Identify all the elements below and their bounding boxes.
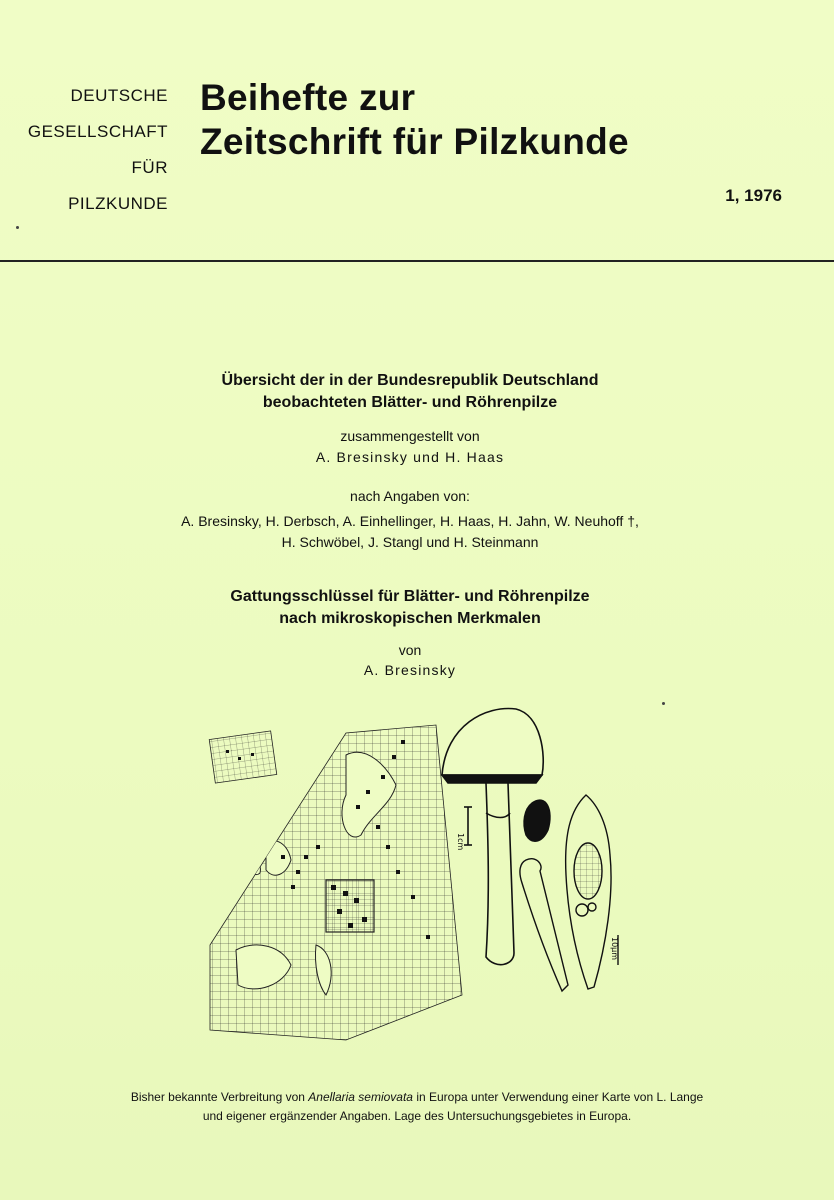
journal-title-line-2: Zeitschrift für Pilzkunde xyxy=(200,121,629,162)
society-line-1: DEUTSCHE xyxy=(70,86,168,105)
caption-part-1: Bisher bekannte Verbreitung von xyxy=(130,1090,309,1104)
article1-title-line-1: Übersicht der in der Bundesrepublik Deutschland xyxy=(221,372,599,389)
spore-drawing xyxy=(520,795,618,991)
paper-speck xyxy=(16,226,19,229)
journal-title-line-1: Beihefte zur xyxy=(200,77,416,118)
article2-byline xyxy=(60,640,760,680)
article2-title xyxy=(60,586,760,630)
article1-title-line-2: beobachteten Blätter- und Röhrenpilze xyxy=(262,394,558,411)
article2-title-line-1: Gattungsschlüssel für Blätter- und Röhrenpilze xyxy=(230,588,590,605)
figure-illustration xyxy=(196,695,626,1055)
journal-title xyxy=(200,76,820,164)
paper-speck xyxy=(662,702,665,705)
scale-micro-label: 10μm xyxy=(610,937,619,961)
article2-title-line-2: nach mikroskopischen Merkmalen xyxy=(279,610,541,627)
header-divider xyxy=(0,260,834,262)
figure-caption xyxy=(60,1088,774,1126)
by-label: von xyxy=(398,642,422,658)
europe-map xyxy=(209,725,462,1040)
sources-label: nach Angaben von: xyxy=(350,488,470,504)
compiled-label: zusammengestellt von xyxy=(340,428,480,444)
article1-compilers xyxy=(60,426,760,468)
article2-author: A. Bresinsky xyxy=(363,662,457,678)
sources-line-1: A. Bresinsky, H. Derbsch, A. Einhellinger, H. Haas, H. Jahn, W. Neuhoff †, xyxy=(181,513,639,529)
article1-sources xyxy=(60,486,760,553)
society-line-4: PILZKUNDE xyxy=(68,194,168,213)
caption-line-2: und eigener ergänzender Angaben. Lage des Untersuchungsgebietes in Europa. xyxy=(202,1109,632,1123)
caption-part-2: in Europa unter Verwendung einer Karte von L. Lange xyxy=(412,1090,704,1104)
issue-number: 1, 1976 xyxy=(725,186,782,205)
society-line-2: GESELLSCHAFT xyxy=(27,122,168,141)
compilers-names: A. Bresinsky und H. Haas xyxy=(315,449,505,465)
society-name xyxy=(10,78,168,222)
sources-line-2: H. Schwöbel, J. Stangl und H. Steinmann xyxy=(281,534,539,550)
article1-title xyxy=(60,370,760,414)
scale-macro-label: 1cm xyxy=(456,833,465,851)
society-line-3: FÜR xyxy=(131,158,168,177)
caption-species: Anellaria semiovata xyxy=(308,1090,413,1104)
caption-line-1 xyxy=(60,1088,774,1107)
